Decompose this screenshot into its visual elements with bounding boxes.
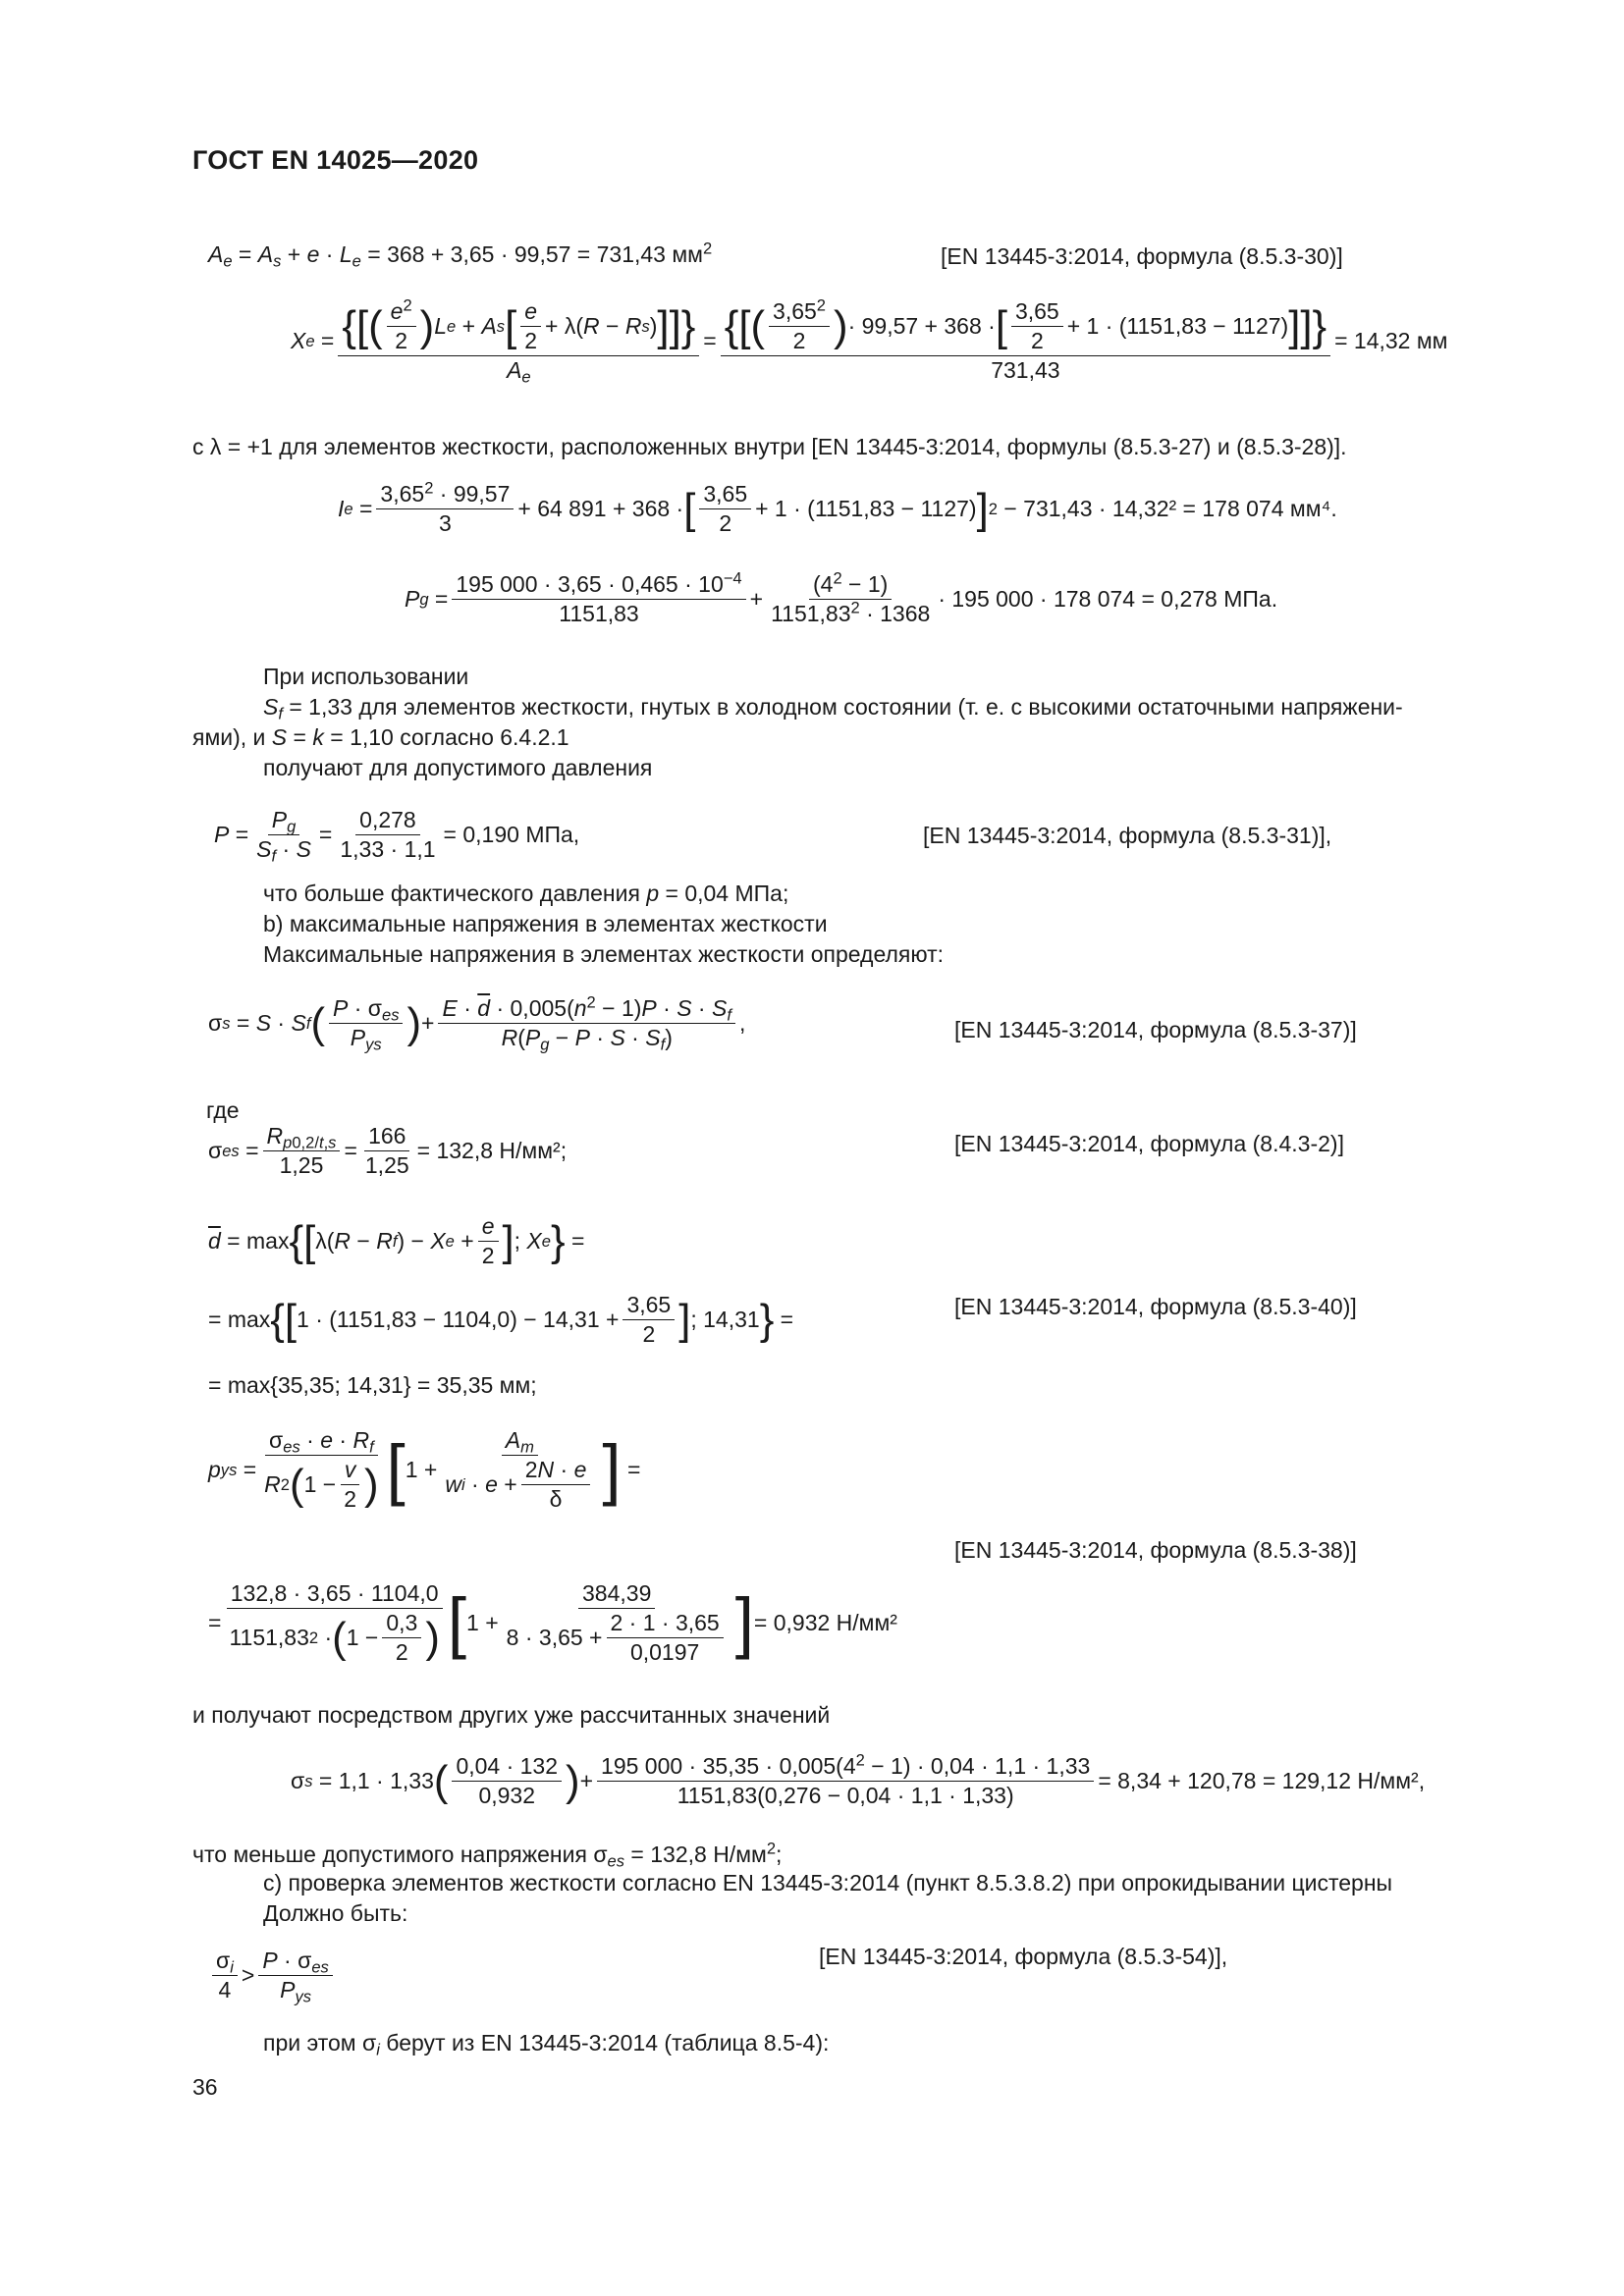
formula-sigma-i: $\frac{\sigma_i}{4}$ > $\frac{P \cdot \sigma_{es}}{P_{ys}}$	[208, 1949, 337, 2002]
formula-ie: I e = $\frac{3,65^2 \cdot 99,57}{3}$ + 64 891 + 368 · [ $\frac{3,65}{2}$ + 1 · (1151,83 − 1127) ] 2 − 731,43 · 14,32² = 178 074 мм⁴.	[338, 478, 1337, 536]
paragraph-greater-value: = 0,04 МПа;	[665, 881, 789, 906]
paragraph-must-be: Должно быть:	[263, 1900, 408, 1926]
formula-xe-result: = 14,32 мм	[1334, 328, 1448, 353]
reference-8.4.3-2: [EN 13445-3:2014, формула (8.4.3-2)]	[954, 1131, 1344, 1156]
paragraph-sigma-i-note: при этом $\sigma_i$ берут из EN 13445-3:2014 (таблица 8.5-4):	[263, 2030, 830, 2059]
paragraph-sf-text: = 1,33 для элементов жесткости, гнутых в холодном состоянии (т. е. с высокими остаточными напряжени-	[289, 694, 1403, 720]
paragraph-less-tail: ;	[776, 1842, 783, 1867]
formula-sigma-es: σ es = $\frac{R_{p0,2/t,s}}{1,25}$ = $\frac{166}{1,25}$ = 132,8 Н/мм²;	[208, 1123, 568, 1178]
word-where: где	[206, 1097, 240, 1123]
paragraph-sigma-i-note-post: берут из EN 13445-3:2014 (таблица 8.5-4):	[386, 2030, 830, 2056]
paragraph-less-value: = 132,8 Н/мм	[630, 1842, 767, 1867]
formula-pys-numeric: = 132,8 · 3,65 · 1104,0 1151,83 2 · ( 1 − $\frac{0,3}{2}$ ) [ 1 + 384,39 8 · 3,65 + $\frac{2 \cdot 1 \cdot 3,65}{0,0197}$ ] = 0,932 Н/мм²	[208, 1580, 897, 1665]
formula-ae: $A_e = A_s + e \cdot L_e = 368 + 3,65 \cdot 99,57 = 731,43$ $мм^2$	[208, 239, 713, 271]
paragraph-sf-cont-pre: ями), и	[192, 724, 266, 750]
paragraph-sf-cont-post: = 1,10 согласно 6.4.2.1	[330, 724, 569, 750]
paragraph-less: что меньше допустимого напряжения $\sigma_{es} = 132,8$ $Н/мм^2$;	[192, 1839, 783, 1871]
paragraph-via-other: и получают посредством других уже рассчитанных значений	[192, 1702, 831, 1728]
formula-pys-result: = 0,932 Н/мм²	[753, 1610, 897, 1635]
formula-d-bar-numeric: = max { [ 1 · (1151,83 − 1104,0) − 14,31 + $\frac{3,65}{2}$ ] ; 14,31 } =	[208, 1292, 794, 1347]
paragraph-greater-text: что больше фактического давления	[263, 881, 640, 906]
formula-sigma-s: σ s = S · S f ( $\frac{P \cdot \sigma_{es}}{P_{ys}}$ ) + $\frac{E \cdot \overline{d} \cdot 0,005(n^2 - 1)P \cdot S \cdot S_f}{R(P_g - P \cdot S \cdot S_f)}$ ,	[208, 992, 746, 1054]
paragraph-less-text: что меньше допустимого напряжения	[192, 1842, 587, 1867]
paragraph-sigma-i-note-pre: при этом	[263, 2030, 356, 2056]
paragraph-obtain: получают для допустимого давления	[263, 755, 653, 780]
paragraph-sf-cont: ями), и S = k = 1,10 согласно 6.4.2.1	[192, 724, 569, 750]
formula-pg: P g = $\frac{195 000 \cdot 3,65 \cdot 0,465 \cdot 10^{-4}}{1151,83}$ + $\frac{(4^2 - 1)}{1151,83^2 \cdot 1368}$ · 195 000 · 178 074 = 0,278 МПа.	[405, 568, 1278, 626]
reference-8.5.3-54: [EN 13445-3:2014, формула (8.5.3-54)],	[819, 1944, 1228, 1969]
formula-p: P = $\frac{P_g}{S_f \cdot S}$ = $\frac{0,278}{1,33 \cdot 1,1}$ = 0,190 МПа,	[214, 807, 580, 866]
item-b: b) максимальные напряжения в элементах жесткости	[263, 911, 828, 936]
formula-d-bar-result: = max{35,35; 14,31} = 35,35 мм;	[208, 1372, 537, 1398]
paragraph-using: При использовании	[263, 664, 469, 689]
reference-8.5.3-31: [EN 13445-3:2014, формула (8.5.3-31)],	[923, 823, 1332, 848]
reference-8.5.3-30: [EN 13445-3:2014, формула (8.5.3-30)]	[941, 243, 1343, 269]
formula-sigma-es-result: = 132,8 Н/мм²;	[416, 1138, 568, 1163]
formula-pg-result: · 195 000 · 178 074 = 0,278 МПа.	[938, 586, 1278, 612]
formula-xe: X e = { [ ( $\frac{e^2}{2}$ ) L e + A s [ $\frac{e}{2}$ + λ( R − R s ) ] ] } $A_e$ = { [ ( $\frac{3,65^2}{2}$ ) · 99,57 + 368 · [ $\frac{3,65}{2}$ + 1 · (1151,83 − 1127) ] ] } 731,43 = 14,32 мм	[291, 295, 1448, 387]
formula-ie-result: − 731,43 · 14,32² = 178 074 мм⁴.	[1003, 496, 1337, 521]
paragraph-sf: $S_f = 1,33$ для элементов жесткости, гнутых в холодном состоянии (т. е. с высокими остаточными напряжени-	[263, 694, 1403, 723]
formula-d-bar: $\overline{d}$ = max { [ λ( R − R f ) − X e + $\frac{e}{2}$ ] ; X e } =	[208, 1213, 585, 1268]
paragraph-greater: что больше фактического давления p = 0,04 МПа;	[263, 881, 789, 906]
paragraph-max-stress: Максимальные напряжения в элементах жесткости определяют:	[263, 941, 945, 967]
reference-8.5.3-38: [EN 13445-3:2014, формула (8.5.3-38)]	[954, 1537, 1357, 1563]
formula-p-result: = 0,190 МПа,	[443, 822, 580, 847]
formula-sigma-s-result: = 8,34 + 120,78 = 129,12 Н/мм²,	[1098, 1768, 1426, 1793]
formula-sigma-s-numeric: σ s = 1,1 · 1,33 ( $\frac{0,04 \cdot 132}{0,932}$ ) + $\frac{195 000 \cdot 35,35 \cdot 0,005(4^2 - 1) \cdot 0,04 \cdot 1,1 \cdot 1,33}{1151,83(0,276 - 0,04 \cdot 1,1 \cdot 1,33)}$ = 8,34 + 120,78 = 129,12 Н/мм²,	[291, 1750, 1426, 1808]
reference-8.5.3-37: [EN 13445-3:2014, формула (8.5.3-37)]	[954, 1017, 1357, 1042]
lambda-note: с λ = +1 для элементов жесткости, расположенных внутри [EN 13445-3:2014, формулы (8.5.3-27) и (8.5.3-28)].	[192, 434, 1347, 459]
page-number: 36	[192, 2074, 218, 2100]
reference-8.5.3-40: [EN 13445-3:2014, формула (8.5.3-40)]	[954, 1294, 1357, 1319]
document-header: ГОСТ EN 14025—2020	[192, 145, 479, 175]
formula-ae-rhs: = 368 + 3,65 · 99,57 = 731,43 мм	[367, 241, 703, 267]
formula-pys: p ys = $\sigma_{es} \cdot e \cdot R_f$ R 2 ( 1 − $\frac{v}{2}$ ) [ 1 + $A_m$ w i · e + $\frac{2N \cdot e}{\delta}$ ] =	[208, 1427, 641, 1512]
item-c: с) проверка элементов жесткости согласно EN 13445-3:2014 (пункт 8.5.3.8.2) при опрокидывании цистерны	[263, 1870, 1393, 1896]
